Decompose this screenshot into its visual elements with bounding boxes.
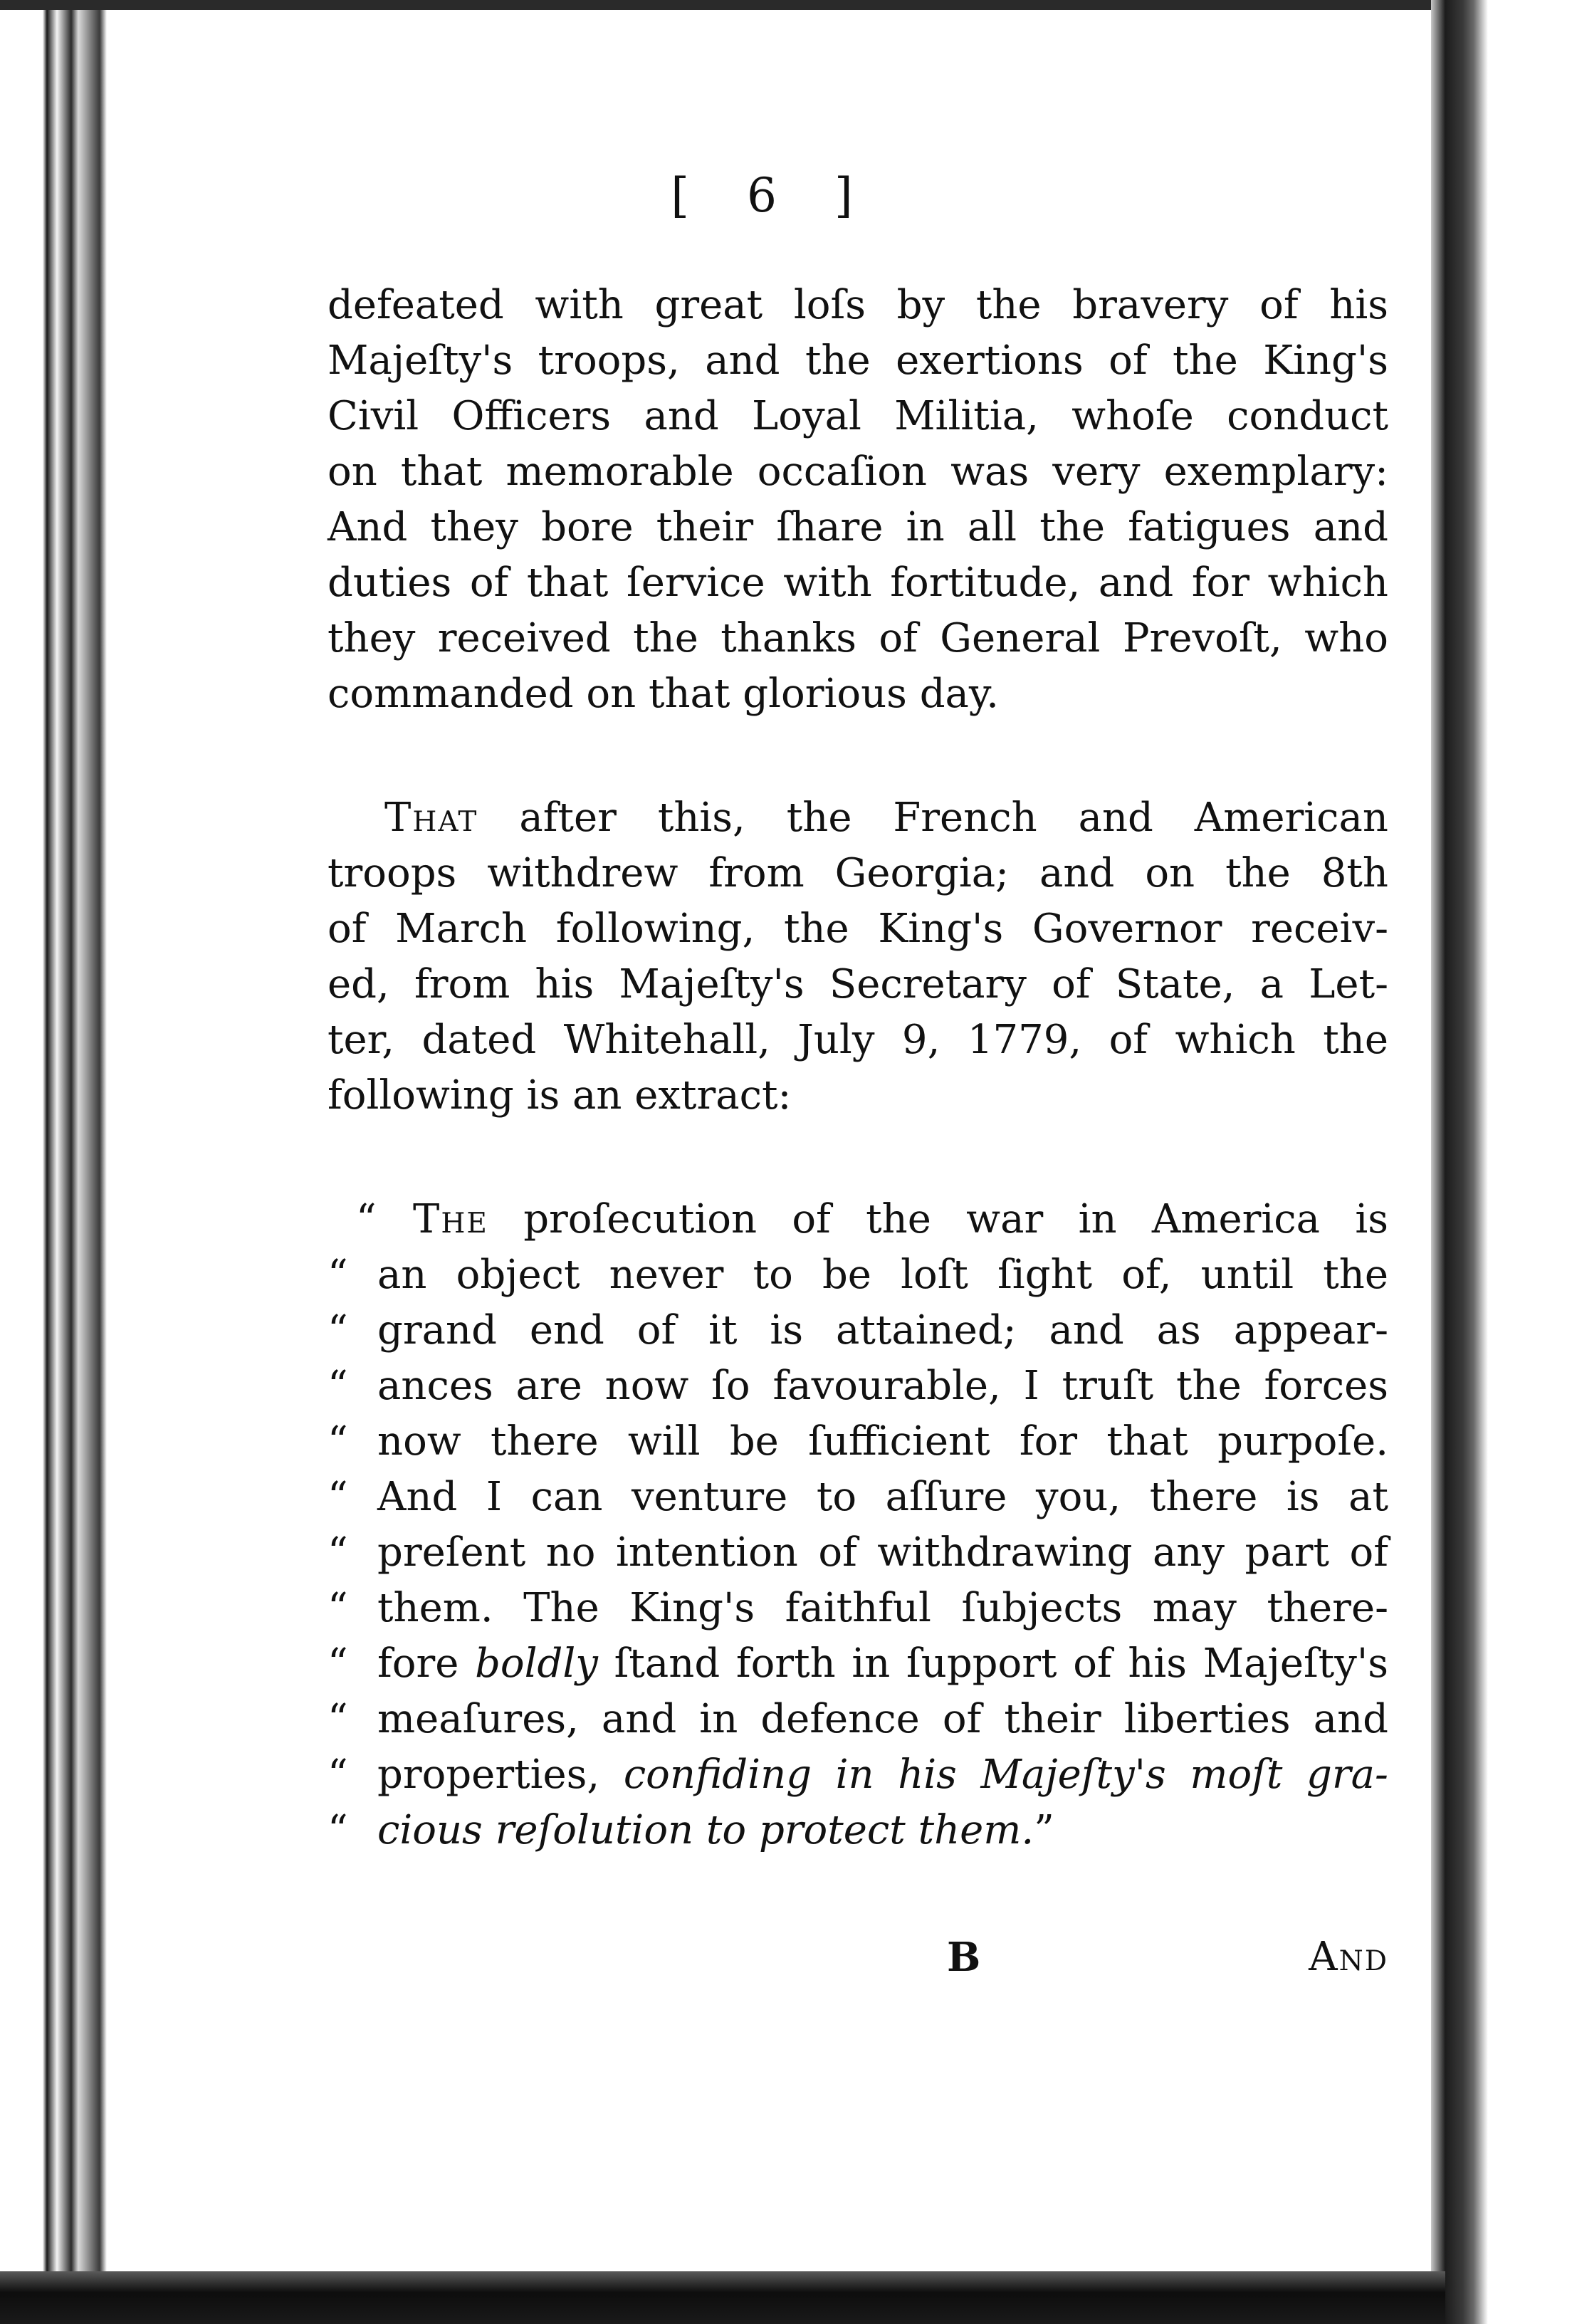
closing-quote-mark: ” xyxy=(1034,1807,1054,1853)
quote-line: preſent no intention of withdrawing any part of xyxy=(377,1529,1388,1576)
text-line: on that memorable occaſion was very exemplary: xyxy=(328,449,1388,495)
quote-line xyxy=(377,1806,1388,1855)
quote-mark: “ xyxy=(328,1474,348,1520)
quote-line: ances are now ſo favourable, I truſt the forces xyxy=(377,1363,1388,1409)
quote-line: grand end of it is attained; and as appear- xyxy=(377,1307,1388,1354)
quote-mark: “ xyxy=(328,1752,348,1798)
quote-text: fore xyxy=(377,1640,459,1687)
quote-italic: cious reſolution to protect them. xyxy=(377,1807,1034,1853)
quote-mark: “ xyxy=(328,1363,348,1409)
paragraph-first-line xyxy=(384,793,1388,843)
text-line: of March following, the King's Governor receiv- xyxy=(328,906,1388,952)
quote-text: properties, xyxy=(377,1752,600,1798)
quote-line: an object never to be loſt ſight of, until the xyxy=(377,1252,1388,1298)
quote-line: And I can venture to aſſure you, there is at xyxy=(377,1474,1388,1520)
quote-mark: “ xyxy=(356,1196,377,1242)
text-line: defeated with great loſs by the bravery of his xyxy=(328,282,1388,328)
quote-mark: “ xyxy=(328,1418,348,1465)
quote-mark: “ xyxy=(328,1252,348,1298)
text-line: ter, dated Whitehall, July 9, 1779, of which the xyxy=(328,1017,1388,1063)
quote-line: meaſures, and in defence of their liberties and xyxy=(377,1696,1388,1742)
quote-mark: “ xyxy=(328,1307,348,1354)
page-number-header: [ 6 ] xyxy=(671,168,874,223)
line-rest: proſecution of the war in America is xyxy=(523,1196,1388,1242)
quote-line xyxy=(377,1639,1388,1689)
quote-mark: “ xyxy=(328,1696,348,1742)
right-page-edge xyxy=(1431,0,1572,2324)
quote-mark: “ xyxy=(328,1529,348,1576)
top-edge xyxy=(0,0,1445,10)
quote-mark: “ xyxy=(328,1585,348,1631)
text-line: Civil Officers and Loyal Militia, whoſe conduct xyxy=(328,393,1388,439)
text-line: And they bore their ſhare in all the fatigues and xyxy=(328,504,1388,550)
catchword: And xyxy=(1309,1934,1388,1980)
quote-italic: confiding in his Majeſty's moſt gra- xyxy=(623,1752,1388,1798)
page-content xyxy=(114,10,1431,2271)
text-line: ed, from his Majeſty's Secretary of State, a Let- xyxy=(328,961,1388,1007)
quote-line xyxy=(377,1750,1388,1800)
quote-mark: “ xyxy=(328,1807,348,1853)
text-line: they received the thanks of General Prevoſt, who xyxy=(328,615,1388,661)
text-line: following is an extract: xyxy=(328,1072,792,1119)
quote-first-line xyxy=(413,1195,1388,1245)
quote-text: ſtand forth in ſupport of his Majeſty's xyxy=(614,1640,1388,1687)
quote-italic: boldly xyxy=(475,1640,598,1687)
line-rest: after this, the French and American xyxy=(519,795,1388,841)
text-line: duties of that ſervice with fortitude, and for which xyxy=(328,560,1388,606)
signature-mark: B xyxy=(947,1934,981,1981)
bottom-edge xyxy=(0,2271,1445,2324)
text-line: Majeſty's troops, and the exertions of the King's xyxy=(328,337,1388,384)
lead-word: The xyxy=(413,1196,488,1242)
quote-line: them. The King's faithful ſubjects may there- xyxy=(377,1585,1388,1631)
quote-mark: “ xyxy=(328,1640,348,1687)
lead-word: That xyxy=(384,795,478,841)
quote-line: now there will be ſufficient for that purpoſe. xyxy=(377,1418,1388,1465)
text-line: troops withdrew from Georgia; and on the 8th xyxy=(328,850,1388,896)
text-line: commanded on that glorious day. xyxy=(328,671,999,717)
left-binding-edge xyxy=(0,0,107,2324)
page-footer xyxy=(328,1932,1388,1982)
